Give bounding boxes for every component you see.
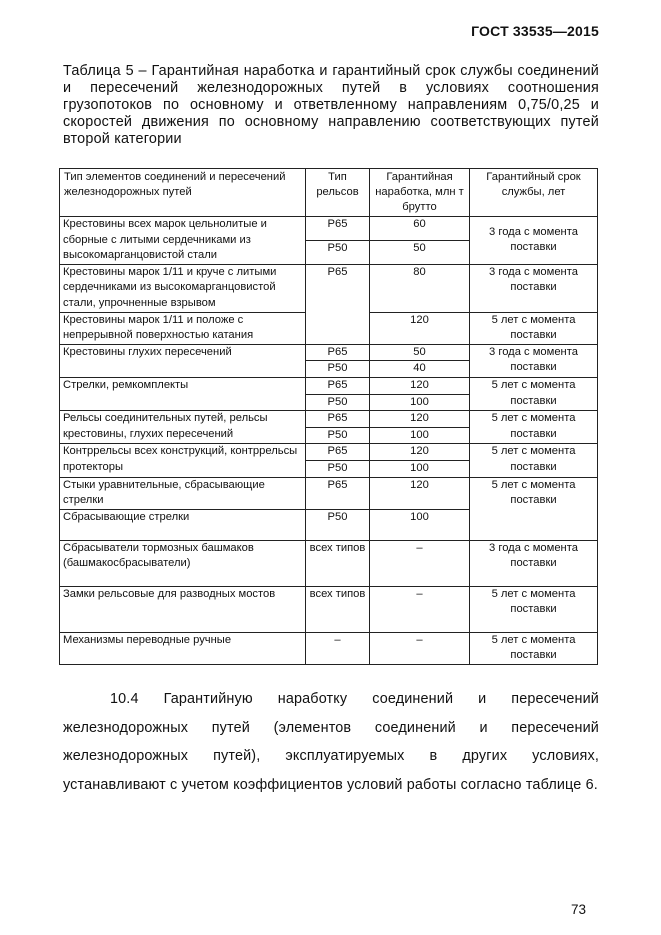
warranty-table <box>59 168 598 665</box>
cell-element: Сбрасыватели тормозных башмаков (башмакосбрасыватели) <box>60 540 306 586</box>
table-row <box>60 344 598 361</box>
cell-period: 3 года с момента поставки <box>470 264 598 312</box>
cell-tonnage: 120 <box>370 411 470 428</box>
cell-rail: всех типов <box>306 540 370 586</box>
table-row <box>60 217 598 241</box>
cell-rail: Р65 <box>306 411 370 428</box>
cell-tonnage: 120 <box>370 312 470 344</box>
cell-tonnage: 100 <box>370 394 470 411</box>
cell-element: Крестовины марок 1/11 и круче с литыми сердечниками из высокомарганцовистой стали, упрочненные взрывом <box>60 264 306 312</box>
cell-tonnage: 100 <box>370 460 470 477</box>
cell-element: Крестовины марок 1/11 и положе с непрерывной поверхностью катания <box>60 312 306 344</box>
cell-element: Крестовины глухих пересечений <box>60 344 306 377</box>
cell-period: 5 лет с момента поставки <box>470 411 598 444</box>
cell-rail: Р65 <box>306 264 370 344</box>
cell-rail: всех типов <box>306 586 370 632</box>
paragraph-10-4: 10.4 Гарантийную наработку соединений и пересечений железнодорожных путей (элементов соединений и пересечений железнодорожных путей), эксплуатируемых в других условиях, устанавливают с учетом коэффициентов условий работы согласно таблице 6. <box>63 691 599 793</box>
cell-rail: Р65 <box>306 444 370 461</box>
header-warranty-tonnage: Гарантийная наработка, млн т брутто <box>370 169 470 217</box>
cell-tonnage: – <box>370 540 470 586</box>
cell-rail: Р50 <box>306 240 370 264</box>
cell-tonnage: 100 <box>370 427 470 444</box>
table-row <box>60 444 598 461</box>
header-rail-type: Тип рельсов <box>306 169 370 217</box>
cell-rail: Р65 <box>306 477 370 509</box>
cell-element: Рельсы соединительных путей, рельсы крестовины, глухих пересечений <box>60 411 306 444</box>
cell-period: 5 лет с момента поставки <box>470 586 598 632</box>
cell-tonnage: 40 <box>370 361 470 378</box>
cell-tonnage: – <box>370 586 470 632</box>
cell-period: 5 лет с момента поставки <box>470 444 598 477</box>
cell-tonnage: 100 <box>370 509 470 540</box>
table-row <box>60 377 598 394</box>
cell-element: Механизмы переводные ручные <box>60 632 306 664</box>
page-number: 73 <box>571 902 587 917</box>
cell-tonnage: 80 <box>370 264 470 312</box>
cell-period: 3 года с момента поставки <box>470 344 598 377</box>
table-row <box>60 264 598 312</box>
cell-period: 3 года с момента поставки <box>470 217 598 265</box>
cell-rail: Р65 <box>306 217 370 241</box>
table-row <box>60 632 598 664</box>
cell-element: Контррельсы всех конструкций, контррельсы протекторы <box>60 444 306 477</box>
cell-tonnage: – <box>370 632 470 664</box>
cell-period: 5 лет с момента поставки <box>470 377 598 410</box>
cell-period: 5 лет с момента поставки <box>470 477 598 540</box>
header-warranty-period: Гарантийный срок службы, лет <box>470 169 598 217</box>
cell-period: 5 лет с момента поставки <box>470 632 598 664</box>
table-caption: Таблица 5 – Гарантийная наработка и гарантийный срок службы соединений и пересечений железнодорожных путей в условиях соотношения грузопотоков по основному и ответвленному направлениям 0,75/0,25 и скоростей движения по основному направлению соответствующих путей второй категории <box>63 63 599 147</box>
cell-tonnage: 120 <box>370 477 470 509</box>
cell-element: Стыки уравнительные, сбрасывающие стрелки <box>60 477 306 509</box>
table-header-row <box>60 169 598 217</box>
cell-element: Сбрасывающие стрелки <box>60 509 306 540</box>
cell-element: Крестовины всех марок цельнолитые и сборные с литыми сердечниками из высокомарганцовистой стали <box>60 217 306 265</box>
cell-rail: Р50 <box>306 361 370 378</box>
table-row <box>60 540 598 586</box>
cell-period: 5 лет с момента поставки <box>470 312 598 344</box>
cell-tonnage: 60 <box>370 217 470 241</box>
cell-rail: – <box>306 632 370 664</box>
cell-tonnage: 50 <box>370 344 470 361</box>
cell-tonnage: 120 <box>370 377 470 394</box>
cell-rail: Р65 <box>306 344 370 361</box>
cell-element: Стрелки, ремкомплекты <box>60 377 306 410</box>
header-element-type: Тип элементов соединений и пересечений железнодорожных путей <box>60 169 306 217</box>
cell-rail: Р50 <box>306 394 370 411</box>
cell-tonnage: 120 <box>370 444 470 461</box>
cell-element: Замки рельсовые для разводных мостов <box>60 586 306 632</box>
cell-period: 3 года с момента поставки <box>470 540 598 586</box>
table-row <box>60 586 598 632</box>
table-row <box>60 477 598 509</box>
cell-tonnage: 50 <box>370 240 470 264</box>
cell-rail: Р50 <box>306 427 370 444</box>
table-row <box>60 411 598 428</box>
cell-rail: Р50 <box>306 460 370 477</box>
cell-rail: Р65 <box>306 377 370 394</box>
standard-code: ГОСТ 33535—2015 <box>471 23 599 39</box>
cell-rail: Р50 <box>306 509 370 540</box>
